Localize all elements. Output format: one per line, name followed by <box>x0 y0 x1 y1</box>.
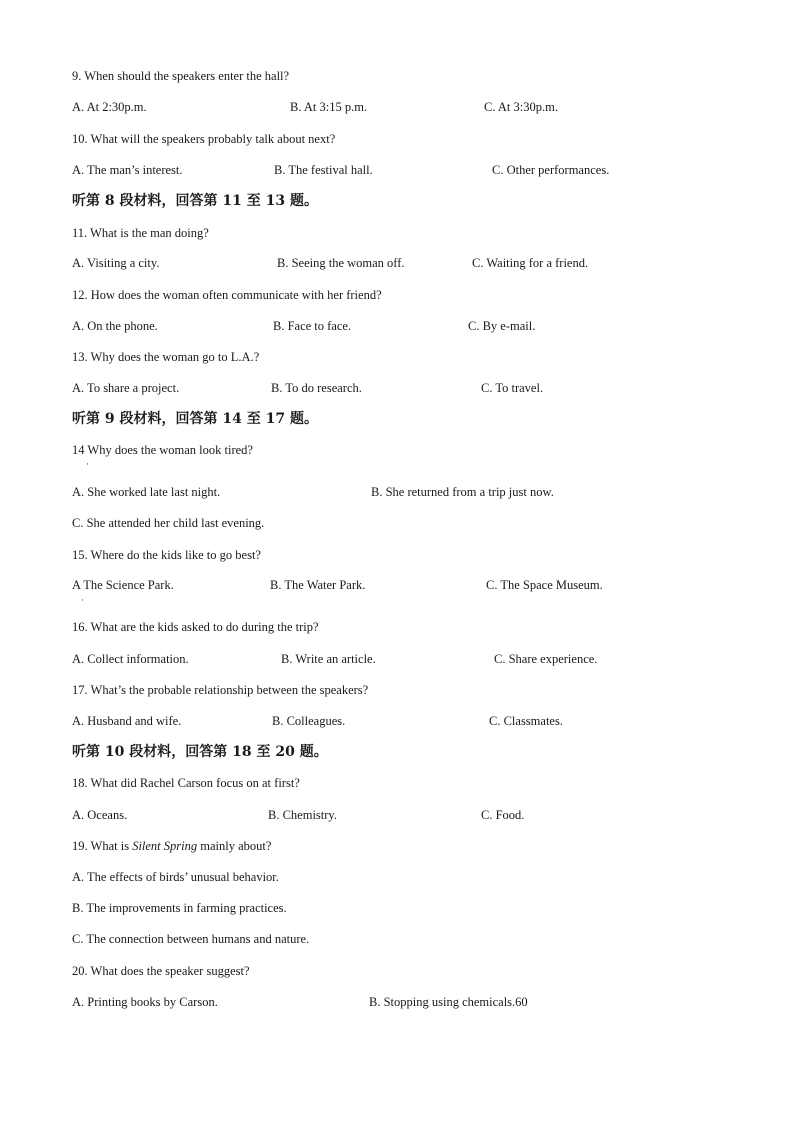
q19-option-b: B. The improvements in farming practices. <box>72 901 287 915</box>
q15-option-a: A The Science Park. <box>72 578 174 592</box>
q16-option-a: A. Collect information. <box>72 652 189 666</box>
q13-option-b: B. To do research. <box>271 381 362 395</box>
question-11: 11. What is the man doing? <box>72 226 209 240</box>
q14-option-b: B. She returned from a trip just now. <box>371 485 554 499</box>
q12-option-a: A. On the phone. <box>72 319 158 333</box>
q11-option-c: C. Waiting for a friend. <box>472 256 589 270</box>
question-13: 13. Why does the woman go to L.A.? <box>72 350 260 364</box>
question-15: 15. Where do the kids like to go best? <box>72 548 261 562</box>
q12-option-c: C. By e-mail. <box>468 319 536 333</box>
q14-option-c: C. She attended her child last evening. <box>72 516 265 530</box>
q19-option-c: C. The connection between humans and nature. <box>72 932 310 946</box>
section-heading-8: 听第 8 段材料，回答第 11 至 13 题。 <box>72 193 318 209</box>
q19-option-a: A. The effects of birds’ unusual behavior. <box>72 870 279 884</box>
q20-option-a: A. Printing books by Carson. <box>72 995 218 1009</box>
q19-question-suffix: mainly about? <box>197 839 272 853</box>
q11-option-b: B. Seeing the woman off. <box>277 256 405 270</box>
q10-option-c: C. Other performances. <box>492 163 610 177</box>
q9-option-b: B. At 3:15 p.m. <box>290 100 368 114</box>
question-10: 10. What will the speakers probably talk about next? <box>72 132 336 146</box>
stray-dot: · <box>86 459 89 469</box>
q15-option-c: C. The Space Museum. <box>486 578 603 592</box>
q14-option-a: A. She worked late last night. <box>72 485 221 499</box>
q11-option-a: A. Visiting a city. <box>72 256 160 270</box>
q10-option-a: A. The man’s interest. <box>72 163 183 177</box>
stray-dot: · <box>81 595 84 605</box>
q18-option-a: A. Oceans. <box>72 808 128 822</box>
question-17: 17. What’s the probable relationship between the speakers? <box>72 683 369 697</box>
question-20: 20. What does the speaker suggest? <box>72 964 250 978</box>
question-14: 14 Why does the woman look tired? <box>72 443 253 457</box>
q20-option-b: B. Stopping using chemicals.60 <box>369 995 528 1009</box>
q13-option-a: A. To share a project. <box>72 381 180 395</box>
q16-option-b: B. Write an article. <box>281 652 376 666</box>
q15-option-b: B. The Water Park. <box>270 578 366 592</box>
question-18: 18. What did Rachel Carson focus on at first? <box>72 776 300 790</box>
q16-option-c: C. Share experience. <box>494 652 598 666</box>
q19-book-title: Silent Spring <box>132 839 198 853</box>
question-16: 16. What are the kids asked to do during the trip? <box>72 620 319 634</box>
q19-question-prefix: 19. What is <box>72 839 133 853</box>
q17-option-a: A. Husband and wife. <box>72 714 182 728</box>
q9-option-a: A. At 2:30p.m. <box>72 100 147 114</box>
question-19 <box>72 838 271 854</box>
question-9: 9. When should the speakers enter the hall? <box>72 69 290 83</box>
q9-option-c: C. At 3:30p.m. <box>484 100 558 114</box>
section-heading-9: 听第 9 段材料，回答第 14 至 17 题。 <box>72 411 318 427</box>
q18-option-c: C. Food. <box>481 808 525 822</box>
section-heading-10: 听第 10 段材料，回答第 18 至 20 题。 <box>72 744 328 760</box>
q10-option-b: B. The festival hall. <box>274 163 373 177</box>
q18-option-b: B. Chemistry. <box>268 808 337 822</box>
q17-option-b: B. Colleagues. <box>272 714 346 728</box>
question-12: 12. How does the woman often communicate with her friend? <box>72 288 382 302</box>
q12-option-b: B. Face to face. <box>273 319 352 333</box>
q13-option-c: C. To travel. <box>481 381 544 395</box>
q17-option-c: C. Classmates. <box>489 714 563 728</box>
